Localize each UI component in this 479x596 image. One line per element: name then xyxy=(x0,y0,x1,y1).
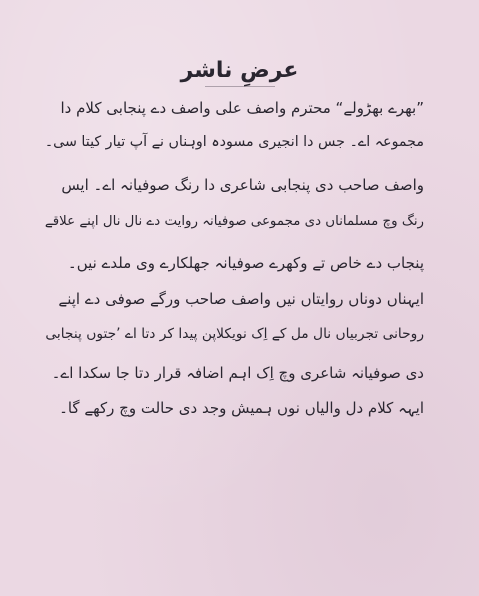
text-line-5: پنجاب دے خاص تے وکھرے صوفیانہ جھلکارے وی ملدے نیں۔ xyxy=(67,254,424,272)
text-line-2: مجموعہ اے۔ جس دا انجیری مسودہ اوہناں نے آپ تیار کیتا سی۔ xyxy=(44,134,424,150)
text-line-7: روحانی تجربیاں نال مل کے اِک نویکلاپن پیدا کر دتا اے ’جتوں پنجابی xyxy=(45,326,424,342)
text-line-3: واصف صاحب دی پنجابی شاعری دا رنگ صوفیانہ اے۔ ایس xyxy=(61,176,424,194)
text-line-8: دی صوفیانہ شاعری وچ اِک اہم اضافہ قرار دتا جا سکدا اے۔ xyxy=(51,364,424,382)
text-line-6: ایہناں دوناں روایتاں نیں واصف صاحب ورگے صوفی دے اپنے xyxy=(58,290,424,308)
page-title: عرضِ ناشر xyxy=(180,58,299,83)
text-line-4: رنگ وچ مسلماناں دی مجموعی صوفیانہ روایت دے نال نال اپنے علاقے xyxy=(44,214,424,229)
title-divider xyxy=(205,86,275,87)
text-line-1: ”بھرے بھڑولے“ محترم واصف علی واصف دے پنجابی کلام دا xyxy=(60,99,424,117)
text-line-9: ایہہ کلام دل والیاں نوں ہمیش وجد دی حالت وچ رکھے گا۔ xyxy=(59,399,424,417)
